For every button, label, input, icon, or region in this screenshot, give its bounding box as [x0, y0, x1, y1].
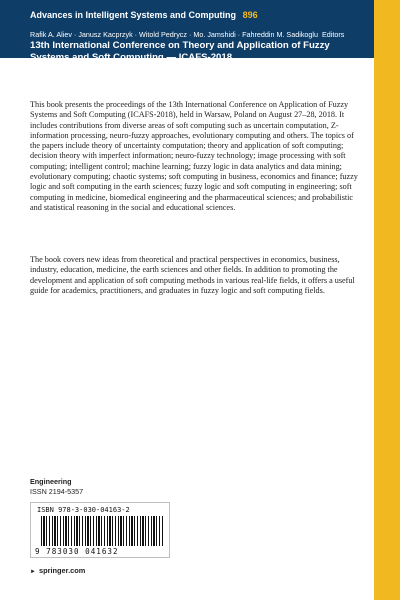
book-title: 13th International Conference on Theory and Application of Fuzzy Systems and Soft Computing — ICAFS-2018 — [30, 40, 330, 63]
arrow-right-icon: ► — [30, 569, 36, 575]
isbn-label: ISBN 978-3-030-04163-2 — [37, 506, 130, 514]
barcode-bars — [41, 516, 163, 546]
publisher-website[interactable] — [30, 566, 85, 575]
subject-label: Engineering — [30, 477, 72, 486]
editors-line — [30, 30, 370, 39]
barcode-digits: 9 783030 041632 — [35, 547, 119, 556]
editors-suffix: Editors — [322, 30, 345, 39]
isbn-barcode — [30, 502, 170, 558]
description-paragraph-2: The book covers new ideas from theoretical and practical perspectives in economics, business, industry, education, medicine, the earth sciences and other fields. In addition to promoting the development and application of soft computing methods in various real-life fields, it offers a useful guide for academics, practitioners, and graduates in fuzzy logic and soft computing fields. — [30, 255, 355, 295]
series-title — [30, 10, 360, 20]
series-name: Advances in Intelligent Systems and Computing — [30, 10, 237, 20]
spine-accent-strip — [374, 0, 400, 600]
editors-names: Rafik A. Aliev · Janusz Kacprzyk · Witold Pedrycz · Mo. Jamshidi · Fahreddin M. Sadikoglu — [30, 30, 319, 39]
series-number: 896 — [242, 10, 258, 20]
description-paragraph-1: This book presents the proceedings of the 13th International Conference on Application of Fuzzy Systems and Soft Computing (ICAFS-2018), held in Warsaw, Poland on August 27–28, 2018. It includes contributions from diverse areas of soft computing such as uncertain computation, Z-information processing, neuro-fuzzy approaches, evolutionary computing and others. The topics of the papers include theory of uncertainty computation; theory and application of soft computing; decision theory with imperfect information; neuro-fuzzy technology; image processing with soft computing; intelligent control; machine learning; fuzzy logic in data analytics and data mining; evolutionary computing; chaotic systems; soft computing in business, economics and finance; fuzzy logic and soft computing in the earth sciences; fuzzy logic and soft computing in engineering; soft computing in medicine, biomedical engineering and the pharmaceutical sciences; and probabilistic and statistical reasoning in the social and educational sciences. — [30, 100, 358, 212]
issn-label: ISSN 2194-5357 — [30, 487, 84, 496]
publisher-website-label: springer.com — [38, 566, 86, 575]
